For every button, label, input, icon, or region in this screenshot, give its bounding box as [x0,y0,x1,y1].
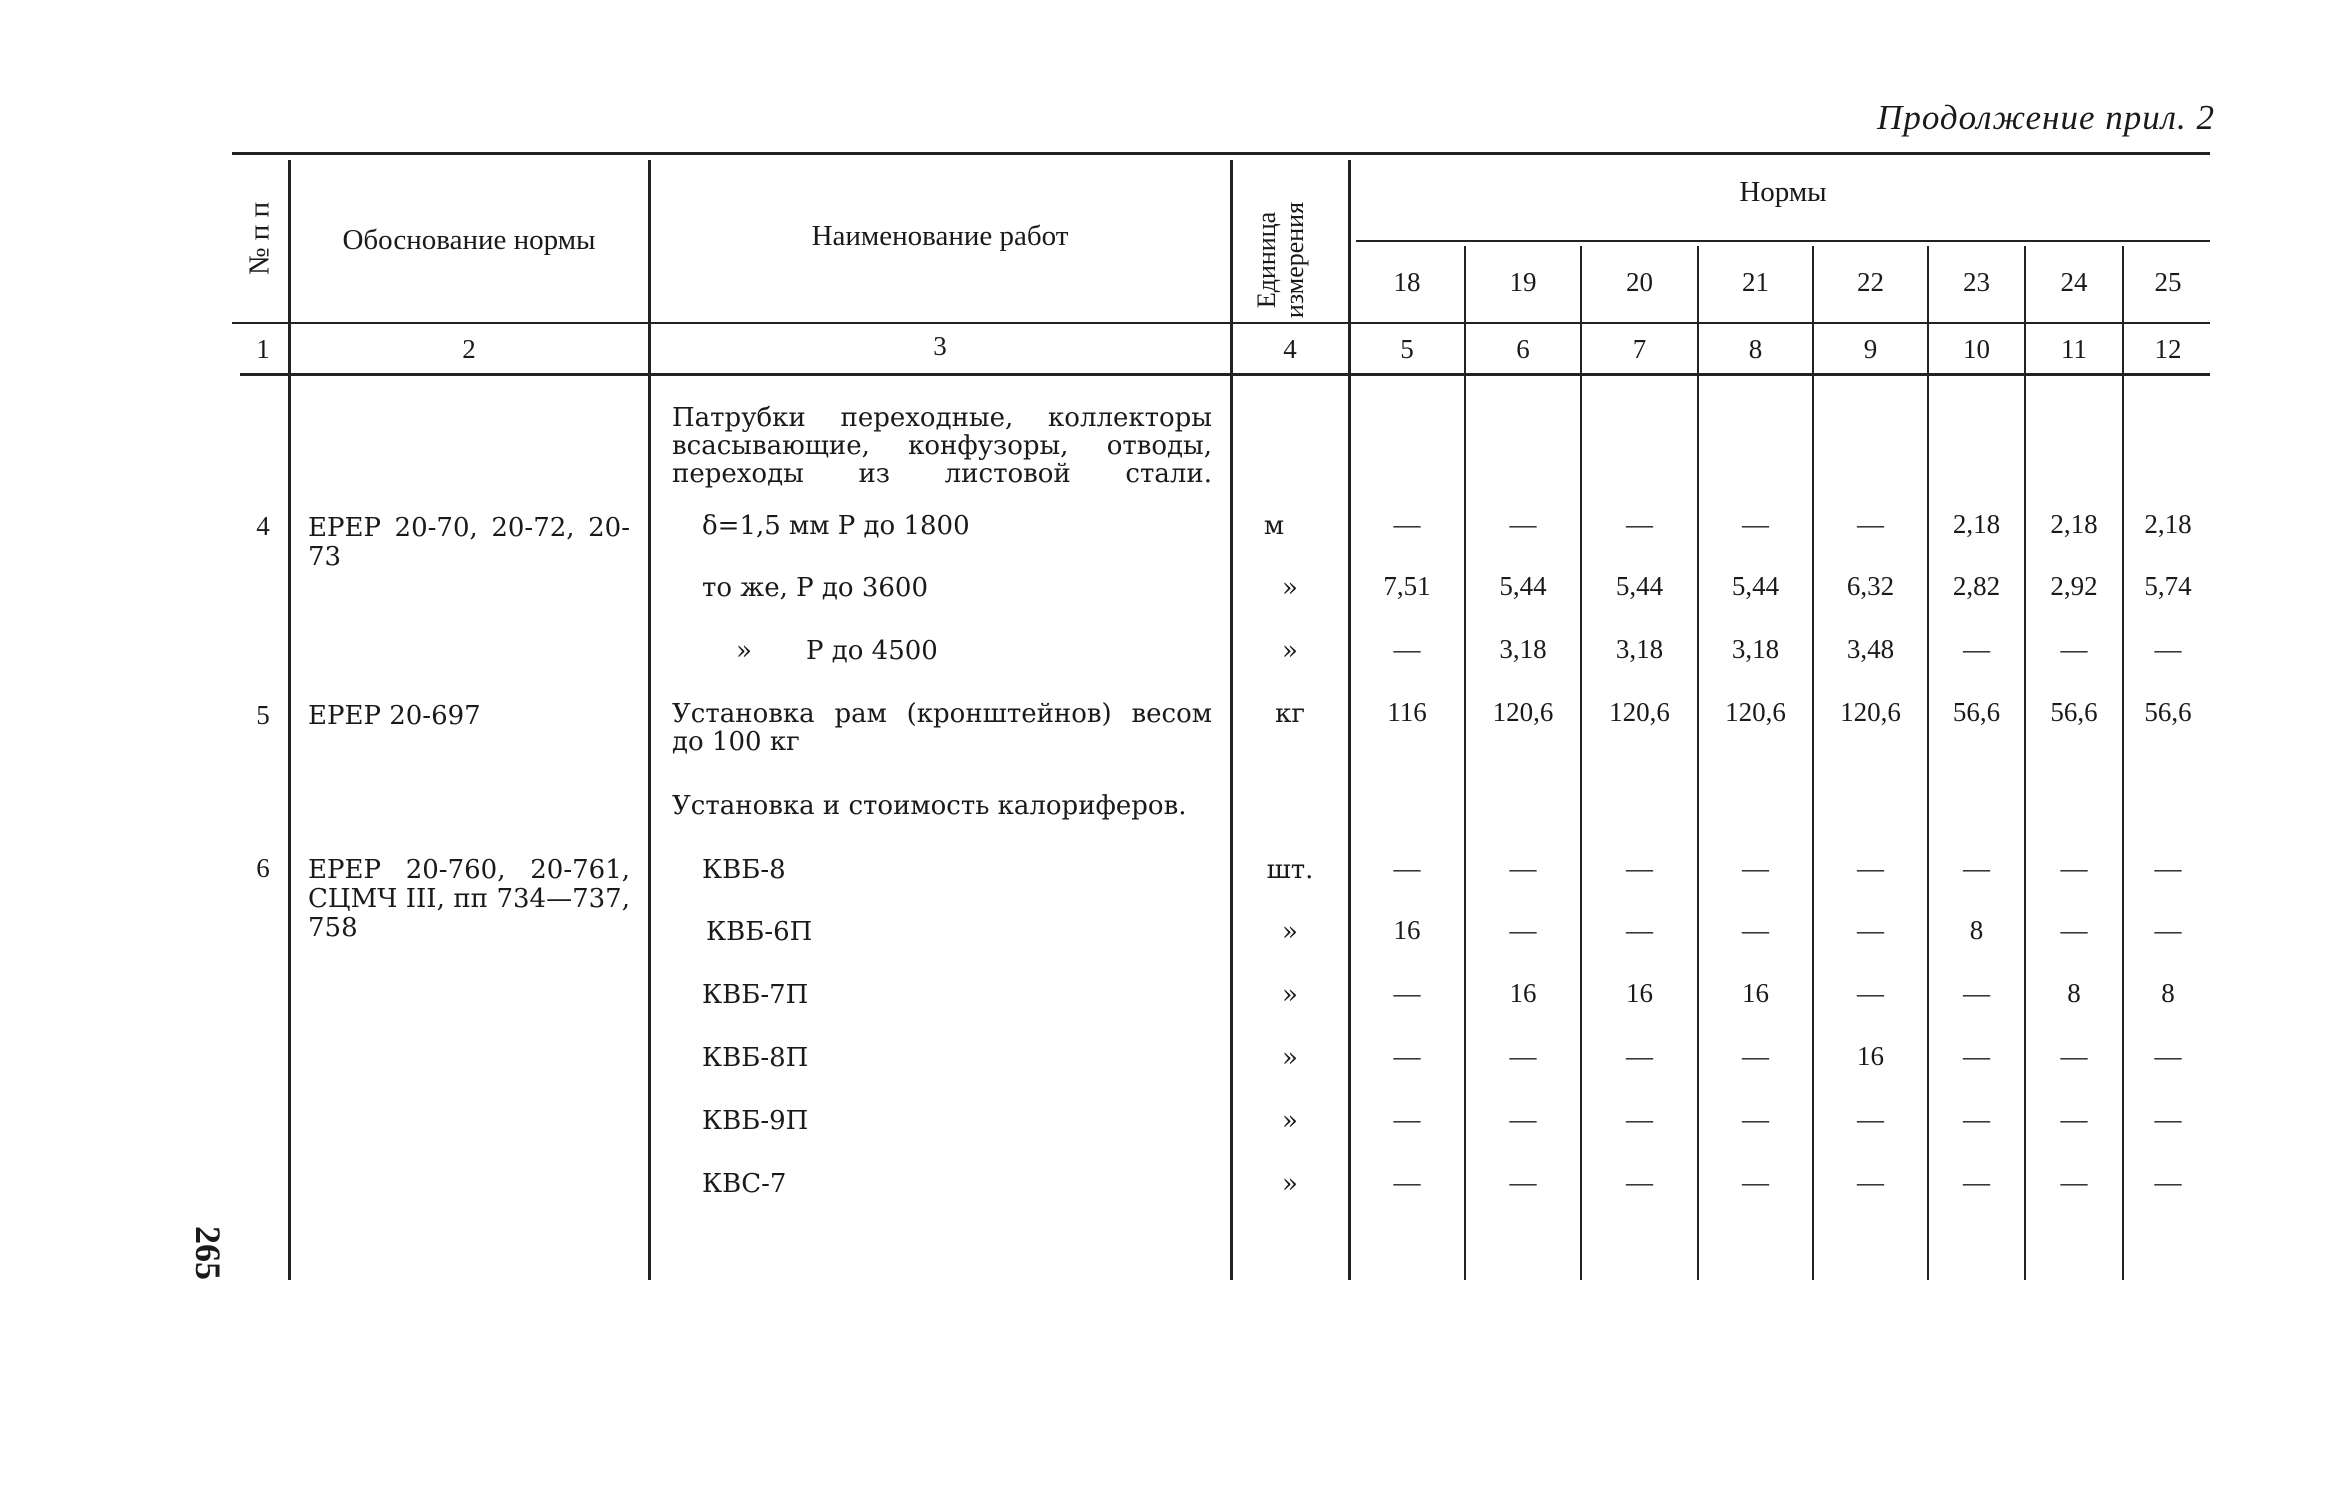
norm-value: — [1857,853,1884,883]
norm-value: — [1742,509,1769,539]
work-name: КВС-7 [702,1169,787,1199]
norm-id: 21 [1742,267,1769,297]
column-number: 12 [2154,334,2182,364]
norm-value: — [1742,1167,1769,1197]
column-number: 11 [2061,334,2087,364]
norm-value: — [1393,1104,1421,1134]
norm-value: 6,32 [1846,571,1895,601]
work-name: КВБ-9П [702,1106,809,1136]
norm-value: — [1857,915,1884,945]
norm-value: — [2154,1104,2182,1134]
group-number: 6 [256,853,270,883]
group-number: 4 [256,511,270,541]
norm-value: 8 [2161,978,2175,1008]
norm-value: — [2154,634,2182,664]
column-number: 8 [1748,334,1763,364]
work-name: КВБ-7П [702,980,809,1010]
norm-value: — [1742,853,1769,883]
norm-value: — [1393,978,1421,1008]
norm-id: 20 [1626,267,1653,297]
norm-value: 56,6 [1952,697,2001,727]
header-basis: Обоснование нормы [342,224,596,256]
unit: » [1282,917,1298,947]
norm-id: 18 [1393,267,1421,297]
norm-value: — [1963,1167,1990,1197]
norm-value: — [1626,1041,1653,1071]
norm-value: — [1393,1041,1421,1071]
norm-value: 120,6 [1725,697,1786,727]
header-number: № п п [243,201,276,276]
norm-id: 19 [1509,267,1537,297]
norm-value: 5,44 [1499,571,1547,601]
column-number: 5 [1400,334,1414,364]
work-name: Р до 4500 [806,636,938,666]
norm-value: 3,18 [1615,634,1664,664]
page-title: Продолжение прил. 2 [1877,98,2215,137]
column-number: 4 [1283,334,1297,364]
norm-value: — [1963,634,1990,664]
norm-value: — [1742,1104,1769,1134]
norm-id: 23 [1963,267,1990,297]
norm-value: 16 [1393,915,1421,945]
norm-value: — [1393,853,1421,883]
norm-value: — [1393,1167,1421,1197]
norm-value: — [1626,853,1653,883]
norm-value: 16 [1626,978,1653,1008]
group-5-basis: ЕРЕР 20-697 [308,701,481,731]
work-name: Установка рам (кронштейнов) весом до 100 кг [672,699,1212,757]
norm-value: — [1857,978,1884,1008]
norm-value: 120,6 [1609,697,1670,727]
norm-value: — [1963,1104,1990,1134]
norm-value: — [1393,634,1421,664]
norm-value: 3,18 [1499,634,1547,664]
norm-id: 24 [2060,267,2088,297]
ditto-mark: » [736,636,752,666]
norm-value: 3,18 [1731,634,1780,664]
norm-value: 8 [2067,978,2081,1008]
norm-value: 120,6 [1840,697,1901,727]
norm-value: — [1626,915,1653,945]
norm-value: 2,18 [2050,509,2098,539]
norm-value: 16 [1742,978,1769,1008]
norm-value: — [1963,978,1990,1008]
norm-value: 3,48 [1846,634,1895,664]
work-name: КВБ-8 [702,855,786,885]
unit: » [1282,1043,1298,1073]
work-name: КВБ-6П [706,917,813,947]
group-6-basis: ЕРЕР 20-760, 20-761, СЦМЧ III, пп 734—737, 758 [308,855,630,943]
norm-id: 22 [1857,267,1884,297]
norm-value: — [2154,853,2182,883]
group-6-intro: Установка и стоимость калориферов. [672,791,1187,821]
work-name: δ=1,5 мм Р до 1800 [702,511,970,541]
unit: » [1282,1169,1298,1199]
norm-value: — [1963,1041,1990,1071]
norm-value: — [2060,853,2088,883]
norm-value: 2,92 [2050,571,2098,601]
norm-value: — [1857,509,1884,539]
norm-value: — [1509,1041,1537,1071]
norm-value: 116 [1387,697,1427,727]
unit: шт. [1266,855,1314,885]
norm-value: — [1509,915,1537,945]
norm-value: — [1742,1041,1769,1071]
norm-value: 120,6 [1492,697,1554,727]
norm-value: — [1857,1104,1884,1134]
unit: м [1263,511,1285,541]
norm-value: — [1393,509,1421,539]
norm-value: — [1742,915,1769,945]
column-number: 7 [1632,334,1647,364]
page-number: 265 [188,1226,228,1280]
header-work-name: Наименование работ [811,220,1069,252]
unit: » [1282,1106,1298,1136]
unit: кг [1275,699,1305,729]
header-unit: Единица измерения [1252,201,1309,319]
norm-value: 2,82 [1952,571,2001,601]
norm-value: 56,6 [2050,697,2098,727]
column-number: 1 [256,334,270,364]
norm-value: — [2154,915,2182,945]
norm-value: — [2154,1041,2182,1071]
unit: » [1282,636,1298,666]
norm-value: — [2060,1041,2088,1071]
norm-value: — [2060,1167,2088,1197]
work-name: то же, Р до 3600 [702,573,928,603]
column-number: 3 [933,331,947,361]
column-number: 9 [1863,334,1878,364]
group-4-basis: ЕРЕР 20-70, 20-72, 20-73 [308,513,630,572]
group-4-intro: Патрубки переходные, коллекторы всасывающие, конфузоры, отводы, переходы из листовой стали. [672,403,1212,489]
norm-value: — [1626,1104,1653,1134]
column-number: 2 [462,334,476,364]
norm-value: — [1963,853,1990,883]
norm-value: — [2060,1104,2088,1134]
norm-value: — [1857,1167,1884,1197]
norm-value: 8 [1969,915,1984,945]
norm-value: — [1509,1104,1537,1134]
norm-value: — [1509,853,1537,883]
norm-value: 5,44 [1615,571,1664,601]
norm-value: 56,6 [2144,697,2192,727]
norm-value: 5,74 [2144,571,2192,601]
norm-value: — [2060,634,2088,664]
norm-value: — [1509,509,1537,539]
norm-value: — [2154,1167,2182,1197]
norm-value: — [1509,1167,1537,1197]
header-norms: Нормы [1739,176,1827,208]
norm-value: 5,44 [1731,571,1780,601]
unit: » [1282,573,1298,603]
column-number: 10 [1963,334,1990,364]
norm-value: 16 [1509,978,1537,1008]
norm-value: — [2060,915,2088,945]
norm-value: 2,18 [1952,509,2001,539]
norm-value: 7,51 [1383,571,1431,601]
unit: » [1282,980,1298,1010]
group-number: 5 [256,700,270,730]
norm-value: 2,18 [2144,509,2192,539]
norm-value: — [1626,1167,1653,1197]
norm-value: 16 [1857,1041,1884,1071]
norm-value: — [1626,509,1653,539]
norm-id: 25 [2154,267,2182,297]
work-name: КВБ-8П [702,1043,809,1073]
column-number: 6 [1516,334,1530,364]
